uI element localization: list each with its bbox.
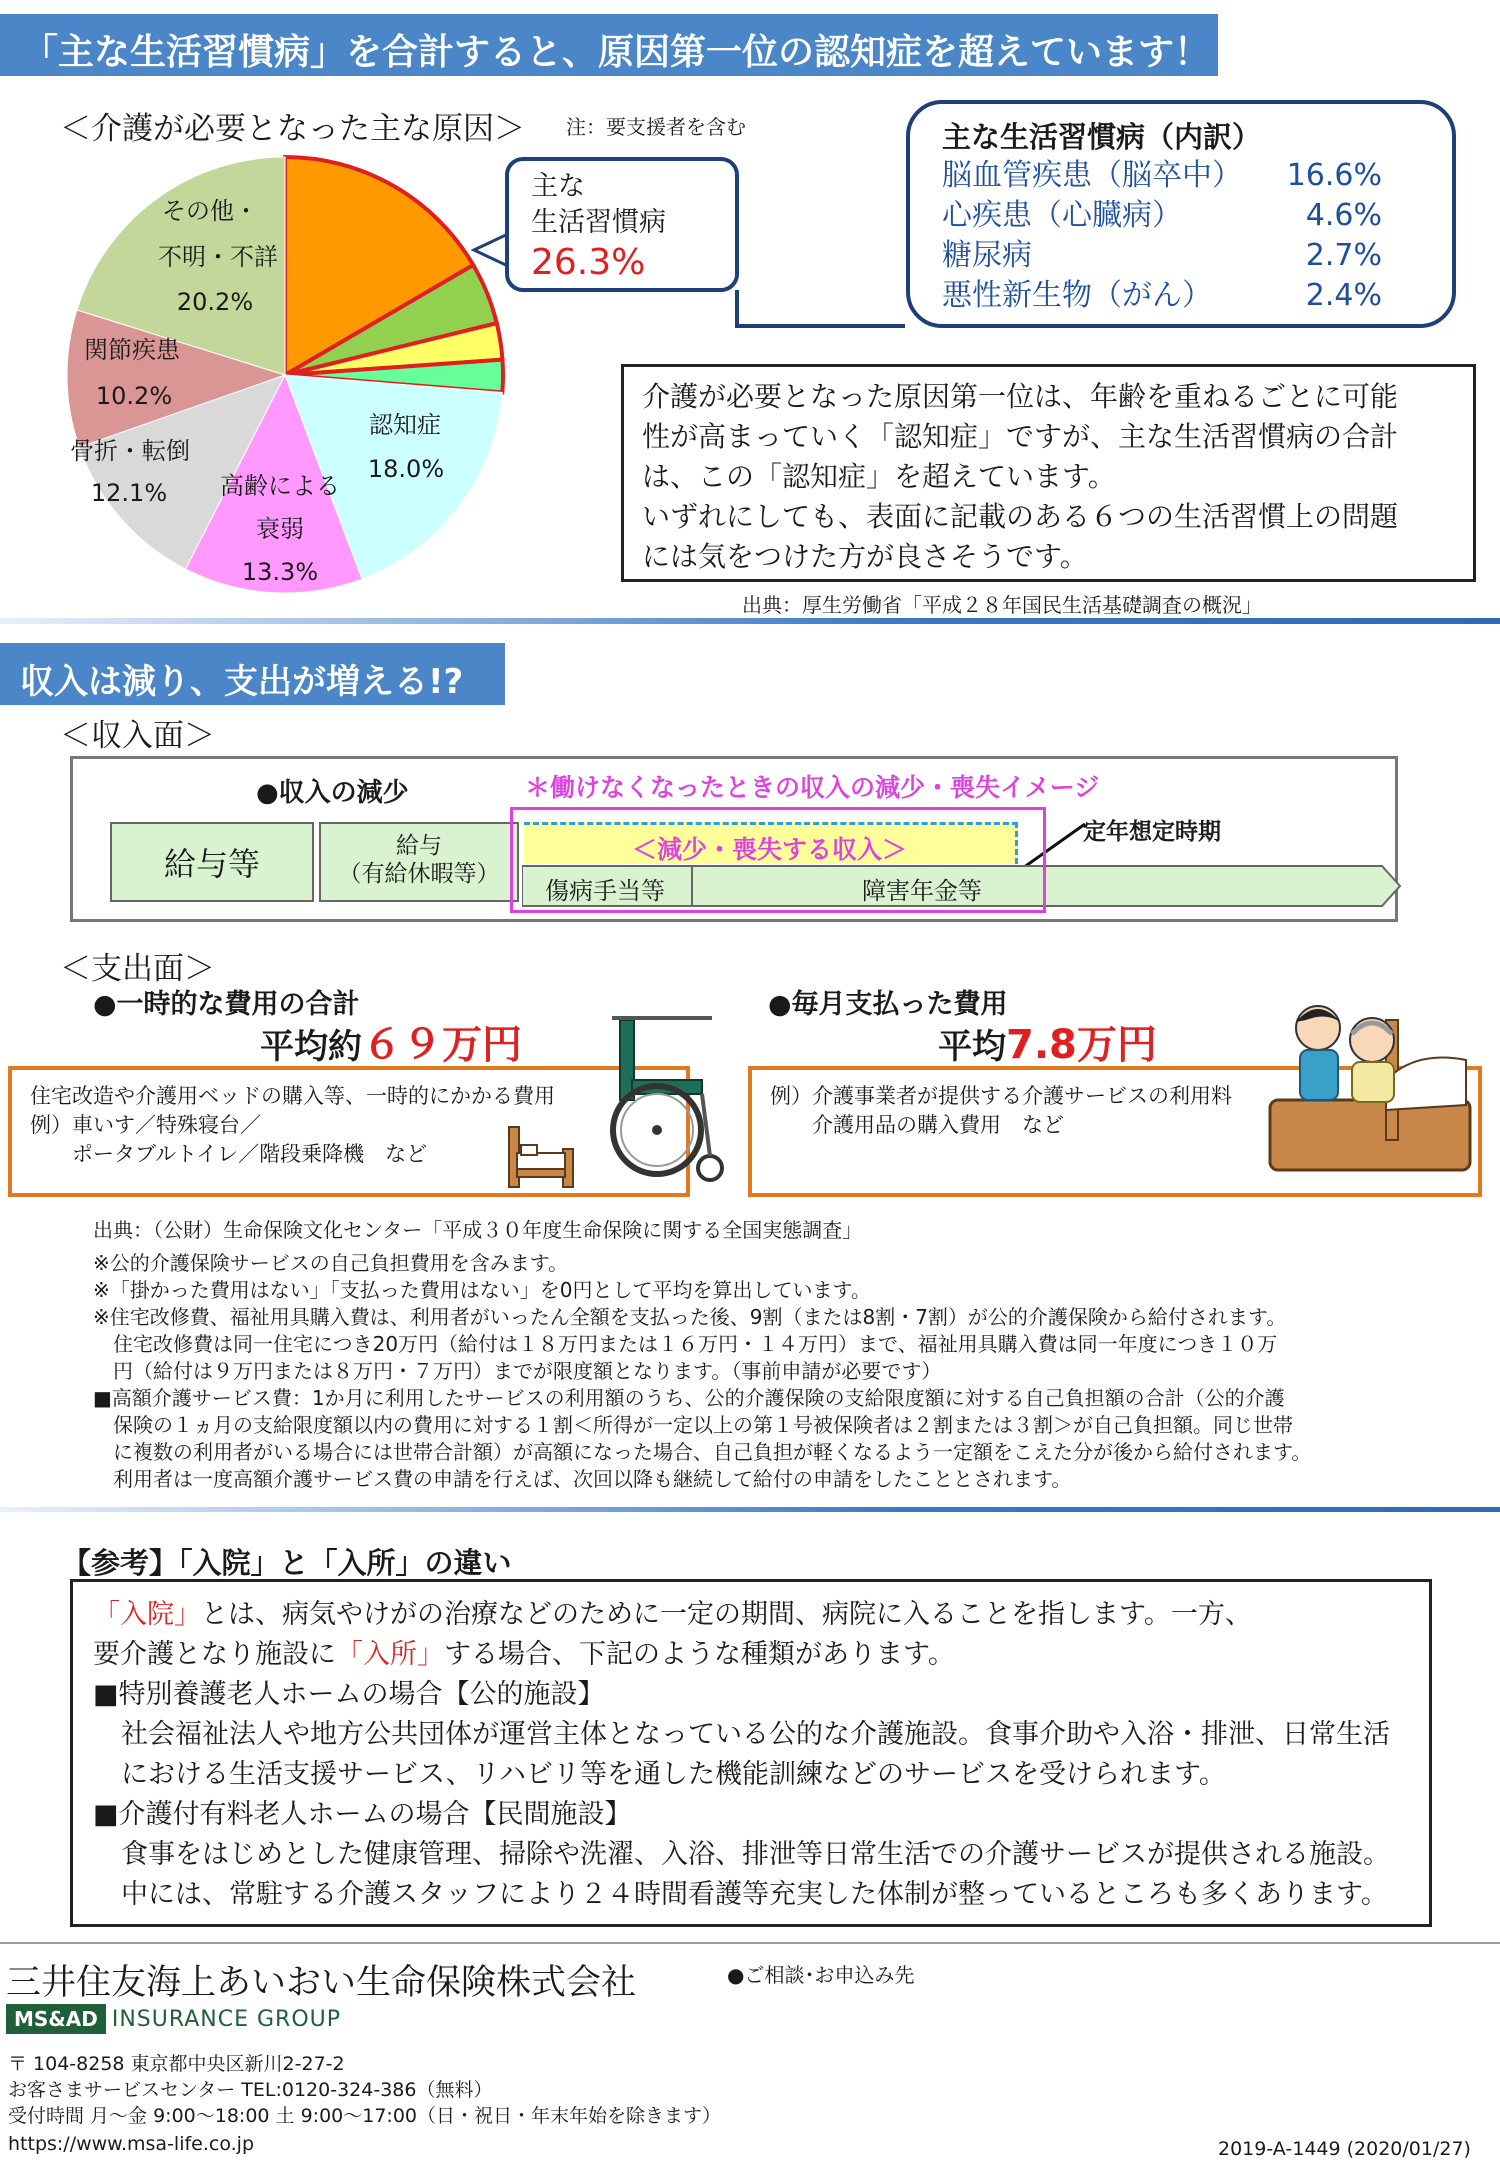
customer-center-tel: お客さまサービスセンター TEL:0120-324-386（無料） bbox=[8, 2079, 493, 2101]
note-line: ※住宅改修費、福祉用具購入費は、利用者がいったん全額を支払った後、9割（または8割・7割）が公的介護保険から給付されます。 bbox=[93, 1305, 1287, 1329]
onetime-average-value: ６９万円 bbox=[362, 1022, 522, 1068]
callout-line2: 生活習慣病 bbox=[531, 207, 666, 238]
onetime-head: ●一時的な費用の合計 bbox=[93, 989, 360, 1020]
pie-label-fracture-1: 骨折・転倒 bbox=[70, 437, 190, 465]
callout-value: 26.3% bbox=[531, 242, 646, 283]
pie-label-other-2: 不明・不詳 bbox=[158, 243, 278, 271]
reference-line-1-text: とは、病気やけがの治療などのために一定の期間、病院に入ることを指します。一方、 bbox=[201, 1599, 1252, 1630]
monthly-average-prefix: 平均 bbox=[938, 1027, 1006, 1067]
breakdown-list bbox=[942, 156, 1452, 316]
wheelchair-icon bbox=[602, 1010, 730, 1188]
callout-link-line bbox=[735, 324, 905, 328]
note-line: ■高額介護サービス費：1か月に利用したサービスの利用額のうち、公的介護保険の支給限度額に対する自己負担額の合計（公的介護 bbox=[93, 1386, 1285, 1410]
breakdown-name: 脳血管疾患（脳卒中） bbox=[942, 158, 1242, 193]
disability-pension-label: 障害年金等 bbox=[862, 877, 982, 905]
loss-label: ＜減少・喪失する収入＞ bbox=[631, 835, 907, 864]
income-note: ＊働けなくなったときの収入の減少・喪失イメージ bbox=[525, 773, 1100, 802]
income-head: ●収入の減少 bbox=[256, 778, 409, 808]
reference-box bbox=[70, 1579, 1432, 1927]
onetime-line: ポータブルトイレ／階段乗降機 など bbox=[30, 1142, 428, 1166]
website-link[interactable]: https://www.msa-life.co.jp bbox=[8, 2133, 255, 2155]
private-facility-text-2: 中には、常駐する介護スタッフにより２４時間看護等充実した体制が整っているところも多くあります。 bbox=[121, 1879, 1388, 1910]
bed-icon bbox=[503, 1115, 581, 1193]
onetime-line: 例）車いす／特殊寝台／ bbox=[30, 1113, 261, 1137]
onetime-box bbox=[8, 1066, 690, 1197]
breakdown-value: 2.4% bbox=[1305, 278, 1382, 313]
pie-label-other-1: その他・ bbox=[162, 197, 258, 225]
salary-label: 給与等 bbox=[163, 845, 260, 883]
monthly-average bbox=[938, 1013, 1157, 1070]
note-line: 円（給付は９万円または８万円・７万円）までが限度額となります。（事前申請が必要です） bbox=[93, 1359, 942, 1383]
section2-source: 出典：（公財）生命保険文化センター「平成３０年度生命保険に関する全国実態調査」 bbox=[93, 1218, 863, 1242]
pie-label-dementia-value: 18.0% bbox=[367, 455, 445, 483]
monthly-head: ●毎月支払った費用 bbox=[768, 989, 1008, 1020]
expense-title: ＜支出面＞ bbox=[60, 951, 215, 987]
salary-bar bbox=[110, 822, 314, 902]
breakdown-name: 心疾患（心臓病） bbox=[942, 198, 1182, 233]
note-line: 保険の１ヵ月の支給限度額以内の費用に対する１割＜所得が一定以上の第１号被保険者は２割または３割＞が自己負担額。同じ世帯 bbox=[93, 1413, 1293, 1437]
section1-source: 出典：厚生労働省「平成２８年国民生活基礎調査の概況」 bbox=[742, 593, 1262, 617]
paid-leave-label-2: （有給休暇等） bbox=[338, 861, 500, 887]
contact-label: ●ご相談･お申込み先 bbox=[727, 1963, 915, 1987]
breakdown-row bbox=[942, 196, 1452, 236]
callout-line1: 主な bbox=[531, 171, 585, 202]
nyusho-term: 「入所」 bbox=[336, 1639, 444, 1670]
pie-label-frail-1: 高齢による bbox=[220, 472, 340, 500]
pie-chart bbox=[60, 150, 510, 600]
private-facility-heading: ■介護付有料老人ホームの場合【民間施設】 bbox=[93, 1799, 632, 1830]
onetime-average bbox=[260, 1013, 522, 1070]
pie-label-fracture-value: 12.1% bbox=[90, 479, 168, 507]
pie-label-frail-value: 13.3% bbox=[241, 558, 319, 586]
breakdown-row bbox=[942, 156, 1452, 196]
body-line: は、この「認知症」を超えています。 bbox=[642, 460, 1116, 493]
retire-label: 定年想定時期 bbox=[1083, 819, 1221, 845]
breakdown-value: 16.6% bbox=[1286, 158, 1382, 193]
chart-note: 注：要支援者を含む bbox=[566, 115, 746, 139]
pie-label-joint-value: 10.2% bbox=[95, 382, 173, 410]
public-facility-text-2: における生活支援サービス、リハビリ等を通した機能訓練などのサービスを受けられます。 bbox=[121, 1759, 1226, 1790]
service-hours: 受付時間 月～金 9:00～18:00 土 9:00～17:00（日・祝日・年末年始を除きます） bbox=[8, 2105, 722, 2127]
pie-label-joint-1: 関節疾患 bbox=[84, 336, 180, 364]
note-line: 利用者は一度高額介護サービス費の申請を行えば、次回以降も継続して給付の申請をしたこととされます。 bbox=[93, 1467, 1072, 1491]
body-line: には気をつけた方が良さそうです。 bbox=[642, 540, 1088, 573]
nyuin-term: 「入院」 bbox=[93, 1599, 201, 1630]
msad-logo bbox=[6, 2004, 341, 2034]
reference-line-2-text-a: 要介護となり施設に bbox=[93, 1639, 336, 1670]
body-line: いずれにしても、表面に記載のある６つの生活習慣上の問題 bbox=[642, 500, 1399, 533]
company-name: 三井住友海上あいおい生命保険株式会社 bbox=[6, 1963, 637, 2003]
callout-box bbox=[505, 157, 739, 292]
caregiver-illustration bbox=[1266, 990, 1476, 1190]
section-divider-2 bbox=[0, 1507, 1500, 1512]
reference-line-2 bbox=[93, 1635, 1429, 1675]
pie-label-other-value: 20.2% bbox=[176, 288, 254, 316]
pie-label-dementia-1: 認知症 bbox=[369, 411, 441, 439]
breakdown-title: 主な生活習慣病（内訳） bbox=[942, 120, 1262, 154]
breakdown-name: 糖尿病 bbox=[942, 238, 1032, 273]
monthly-line: 介護用品の購入費用 など bbox=[770, 1113, 1064, 1137]
reference-line-1 bbox=[93, 1595, 1429, 1635]
breakdown-value: 4.6% bbox=[1305, 198, 1382, 233]
public-facility-text-1: 社会福祉法人や地方公共団体が運営主体となっている公的な介護施設。食事介助や入浴・排泄、日常生活 bbox=[121, 1719, 1390, 1750]
reference-line-2-text-b: する場合、下記のような種類があります。 bbox=[444, 1639, 955, 1670]
section2-notes bbox=[93, 1250, 1311, 1493]
note-line: ※「掛かった費用はない」「支払った費用はない」を0円として平均を算出しています。 bbox=[93, 1278, 871, 1302]
onetime-average-prefix: 平均約 bbox=[260, 1027, 362, 1067]
public-facility-heading: ■特別養護老人ホームの場合【公的施設】 bbox=[93, 1679, 605, 1710]
logo-mark: MS&AD bbox=[6, 2004, 106, 2034]
breakdown-value: 2.7% bbox=[1305, 238, 1382, 273]
breakdown-name: 悪性新生物（がん） bbox=[942, 278, 1212, 313]
reference-title: 【参考】「入院」と「入所」の違い bbox=[62, 1546, 512, 1580]
paid-leave-bar bbox=[319, 822, 519, 902]
body-line: 介護が必要となった原因第一位は、年齢を重ねるごとに可能 bbox=[642, 380, 1399, 413]
section-divider-1 bbox=[0, 618, 1500, 624]
callout-link-vertical bbox=[735, 290, 739, 328]
section2-banner: 収入は減り、支出が増える!? bbox=[0, 643, 505, 705]
logo-wordmark: INSURANCE GROUP bbox=[111, 2006, 342, 2032]
sick-allowance-label: 傷病手当等 bbox=[545, 877, 665, 905]
note-line: 住宅改修費は同一住宅につき20万円（給付は１８万円または１６万円・１４万円）まで、福祉用具購入費は同一年度につき１０万 bbox=[93, 1332, 1278, 1356]
loss-highlight-frame bbox=[510, 807, 1046, 913]
private-facility-text-1: 食事をはじめとした健康管理、掃除や洗濯、入浴、排泄等日常生活での介護サービスが提供される施設。 bbox=[121, 1839, 1390, 1870]
pie-label-frail-2: 衰弱 bbox=[256, 515, 304, 543]
breakdown-box bbox=[906, 100, 1456, 328]
monthly-average-value: 7.8万円 bbox=[1006, 1022, 1157, 1068]
section1-banner: 「主な生活習慣病」を合計すると、原因第一位の認知症を超えています！ bbox=[0, 14, 1218, 76]
footer-divider bbox=[0, 1942, 1500, 1944]
section1-body-box bbox=[621, 364, 1476, 582]
body-line: 性が高まっていく「認知症」ですが、主な生活習慣病の合計 bbox=[642, 420, 1399, 453]
onetime-line: 住宅改造や介護用ベッドの購入等、一時的にかかる費用 bbox=[30, 1084, 555, 1108]
document-code: 2019-A-1449 (2020/01/27) bbox=[1218, 2138, 1471, 2160]
income-title: ＜収入面＞ bbox=[60, 718, 215, 754]
section1-body-text bbox=[642, 377, 1473, 577]
note-line: に複数の利用者がいる場合には世帯合計額）が高額になった場合、自己負担が軽くなるよう一定額をこえた分が後から給付されます。 bbox=[93, 1440, 1312, 1464]
monthly-line: 例）介護事業者が提供する介護サービスの利用料 bbox=[770, 1084, 1232, 1108]
chart-title: ＜介護が必要となった主な原因＞ bbox=[60, 111, 525, 147]
breakdown-row bbox=[942, 276, 1452, 316]
paid-leave-label-1: 給与 bbox=[396, 833, 442, 859]
note-line: ※公的介護保険サービスの自己負担費用を含みます。 bbox=[93, 1251, 569, 1275]
breakdown-row bbox=[942, 236, 1452, 276]
onetime-text bbox=[30, 1082, 686, 1169]
company-address: 〒 104-8258 東京都中央区新川2-27-2 bbox=[8, 2053, 345, 2075]
